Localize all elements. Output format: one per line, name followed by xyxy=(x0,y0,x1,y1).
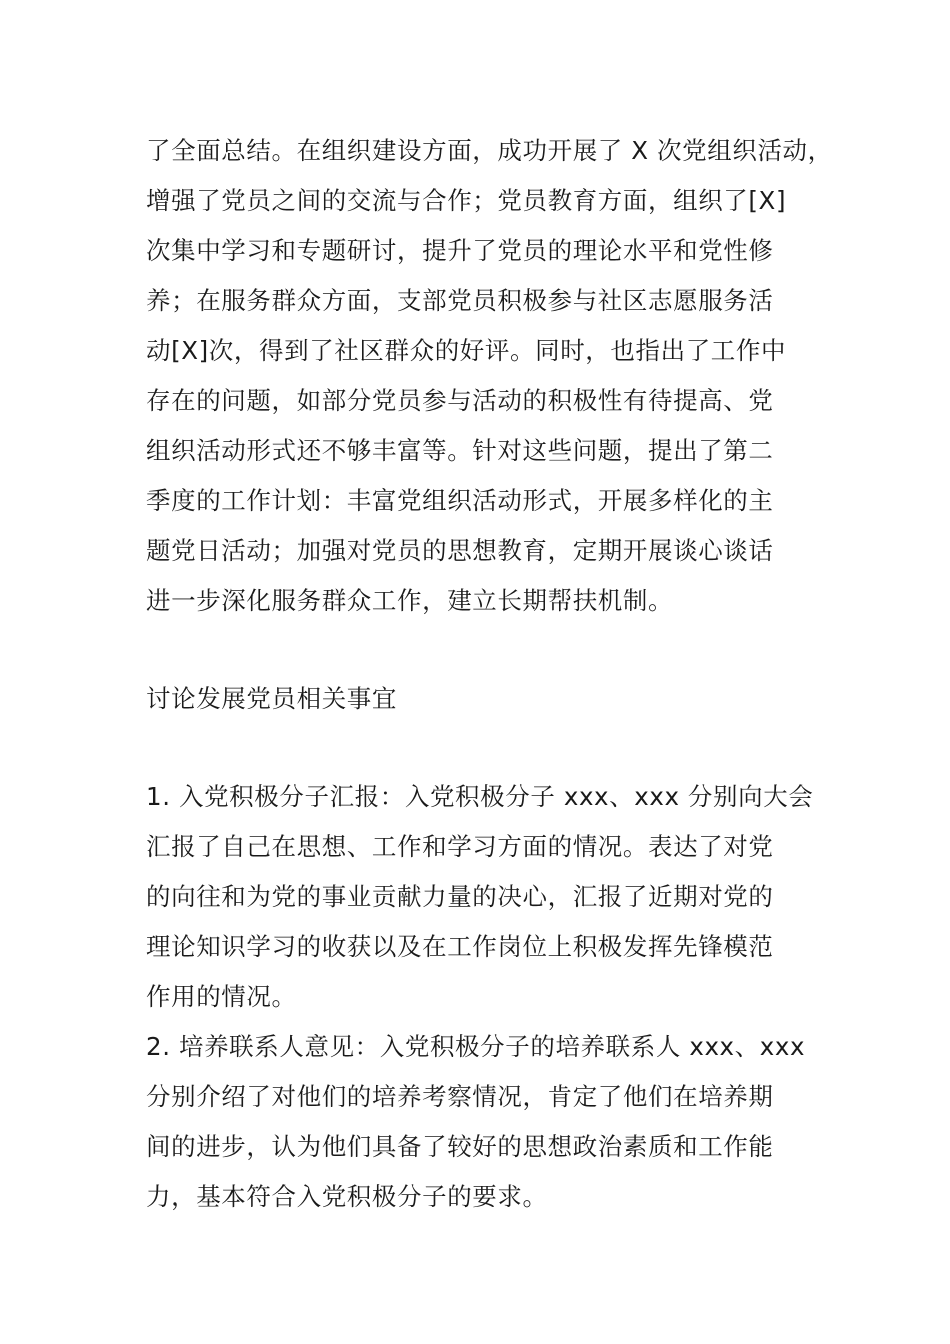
section-heading-text: 讨论发展党员相关事宜 xyxy=(146,684,397,713)
meeting-summary-paragraph xyxy=(146,126,833,626)
list-item-line: 汇报了自己在思想、工作和学习方面的情况。表达了对党 xyxy=(146,832,774,861)
list-item-line: 理论知识学习的收获以及在工作岗位上积极发挥先锋模范 xyxy=(146,932,774,961)
section-heading xyxy=(146,674,810,724)
paragraph-line: 存在的问题，如部分党员参与活动的积极性有待提高、党 xyxy=(146,386,774,415)
list-item-line: 间的进步，认为他们具备了较好的思想政治素质和工作能 xyxy=(146,1132,774,1161)
list-item-line: 力，基本符合入党积极分子的要求。 xyxy=(146,1182,548,1211)
document-body xyxy=(146,126,833,1222)
paragraph-line: 增强了党员之间的交流与合作；党员教育方面，组织了[X] xyxy=(146,186,787,215)
list-item-mentor-opinion xyxy=(146,1022,810,1222)
paragraph-line: 组织活动形式还不够丰富等。针对这些问题，提出了第二 xyxy=(146,436,774,465)
paragraph-line: 进一步深化服务群众工作，建立长期帮扶机制。 xyxy=(146,586,674,615)
list-item-line: 2. 培养联系人意见：入党积极分子的培养联系人 xxx、xxx xyxy=(146,1032,806,1061)
paragraph-line: 了全面总结。在组织建设方面，成功开展了 X 次党组织活动， xyxy=(146,136,833,165)
paragraph-line: 次集中学习和专题研讨，提升了党员的理论水平和党性修 xyxy=(146,236,774,265)
list-item-line: 1. 入党积极分子汇报：入党积极分子 xxx、xxx 分别向大会 xyxy=(146,782,814,811)
list-item-line: 作用的情况。 xyxy=(146,982,297,1011)
list-item-line: 的向往和为党的事业贡献力量的决心，汇报了近期对党的 xyxy=(146,882,774,911)
list-item-activist-report xyxy=(146,772,814,1022)
paragraph-line: 养；在服务群众方面，支部党员积极参与社区志愿服务活 xyxy=(146,286,774,315)
paragraph-line: 动[X]次，得到了社区群众的好评。同时，也指出了工作中 xyxy=(146,336,787,365)
paragraph-line: 季度的工作计划：丰富党组织活动形式，开展多样化的主 xyxy=(146,486,774,515)
list-item-line: 分别介绍了对他们的培养考察情况，肯定了他们在培养期 xyxy=(146,1082,774,1111)
paragraph-line: 题党日活动；加强对党员的思想教育，定期开展谈心谈话 xyxy=(146,536,774,565)
